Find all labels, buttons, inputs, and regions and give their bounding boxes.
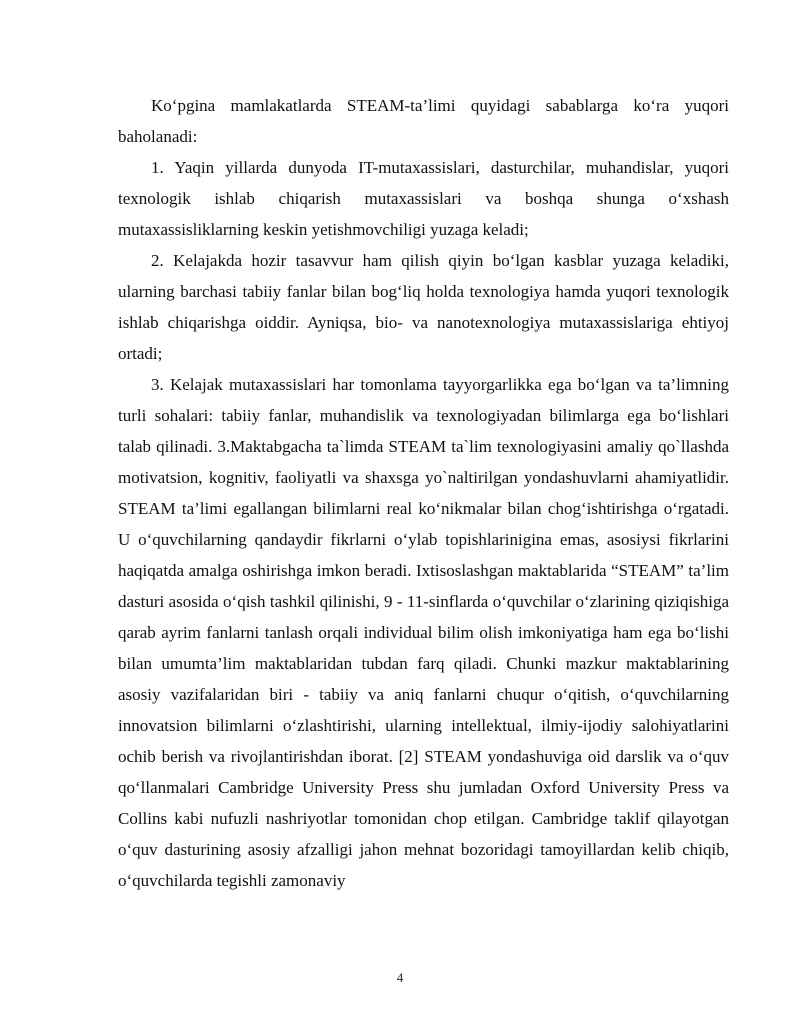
page-number: 4 [396,970,404,985]
paragraph-reason-2: 2. Kelajakda hozir tasavvur ham qilish qiyin bo‘lgan kasblar yuzaga keladiki, ularning barchasi tabiiy fanlar bilan bog‘liq holda texnologiya hamda yuqori texnologik ishlab chiqarishga oiddir. Ayniqsa, bio- va nanotexnologiya mutaxassislariga ehtiyoj ortadi; [118,251,729,363]
body-text [118,90,729,896]
paragraph-reason-3: 3. Kelajak mutaxassislari har tomonlama tayyorgarlikka ega bo‘lgan va ta’limning turli sohalari: tabiiy fanlar, muhandislik va texnologiyadan bilimlarga ega bo‘lishlari talab qilinadi. 3.Maktabgacha ta`limda STEAM ta`lim texnologiyasini amaliy qo`llashda motivatsion, kognitiv, faoliyatli va shaxsga yo`naltirilgan yondashuvlarni ahamiyatlidir. STEAM ta’limi egallangan bilimlarni real ko‘nikmalar bilan chog‘ishtirishga o‘rgatadi. U o‘quvchilarning qandaydir fikrlarni o‘ylab topishlarinigina emas, asosiysi fikrlarini haqiqatda amalga oshirishga imkon beradi. Ixtisoslashgan maktablarida “STEAM” ta’lim dasturi asosida o‘qish tashkil qilinishi, 9 - 11-sinflarda o‘quvchilar o‘zlarining qiziqishiga qarab ayrim fanlarni tanlash orqali individual bilim olish imkoniyatiga ham ega bo‘lishi bilan umumta’lim maktablaridan tubdan farq qiladi. Chunki mazkur maktablarining asosiy vazifalaridan biri - tabiiy va aniq fanlarni chuqur o‘qitish, o‘quvchilarning innovatsion bilimlarni o‘zlashtirishi, ularning intellektual, ilmiy-ijodiy salohiyatlarini ochib berish va rivojlantirishdan iborat. [2] STEAM yondashuviga oid darslik va o‘quv qo‘llanmalari Cambridge University Press shu jumladan Oxford University Press va Collins kabi nufuzli nashriyotlar tomonidan chop etilgan. Cambridge taklif qilayotgan o‘quv dasturining asosiy afzalligi jahon mehnat bozoridagi tamoyillardan kelib chiqib, o‘quvchilarda tegishli zamonaviy [118,375,729,890]
paragraph-intro: Ko‘pgina mamlakatlarda STEAM-ta’limi quyidagi sabablarga ko‘ra yuqori baholanadi: [118,96,729,146]
paragraph-reason-1: 1. Yaqin yillarda dunyoda IT-mutaxassislari, dasturchilar, muhandislar, yuqori texnologik ishlab chiqarish mutaxassislari va boshqa shunga o‘xshash mutaxassisliklarning keskin yetishmovchiligi yuzaga keladi; [118,158,729,239]
